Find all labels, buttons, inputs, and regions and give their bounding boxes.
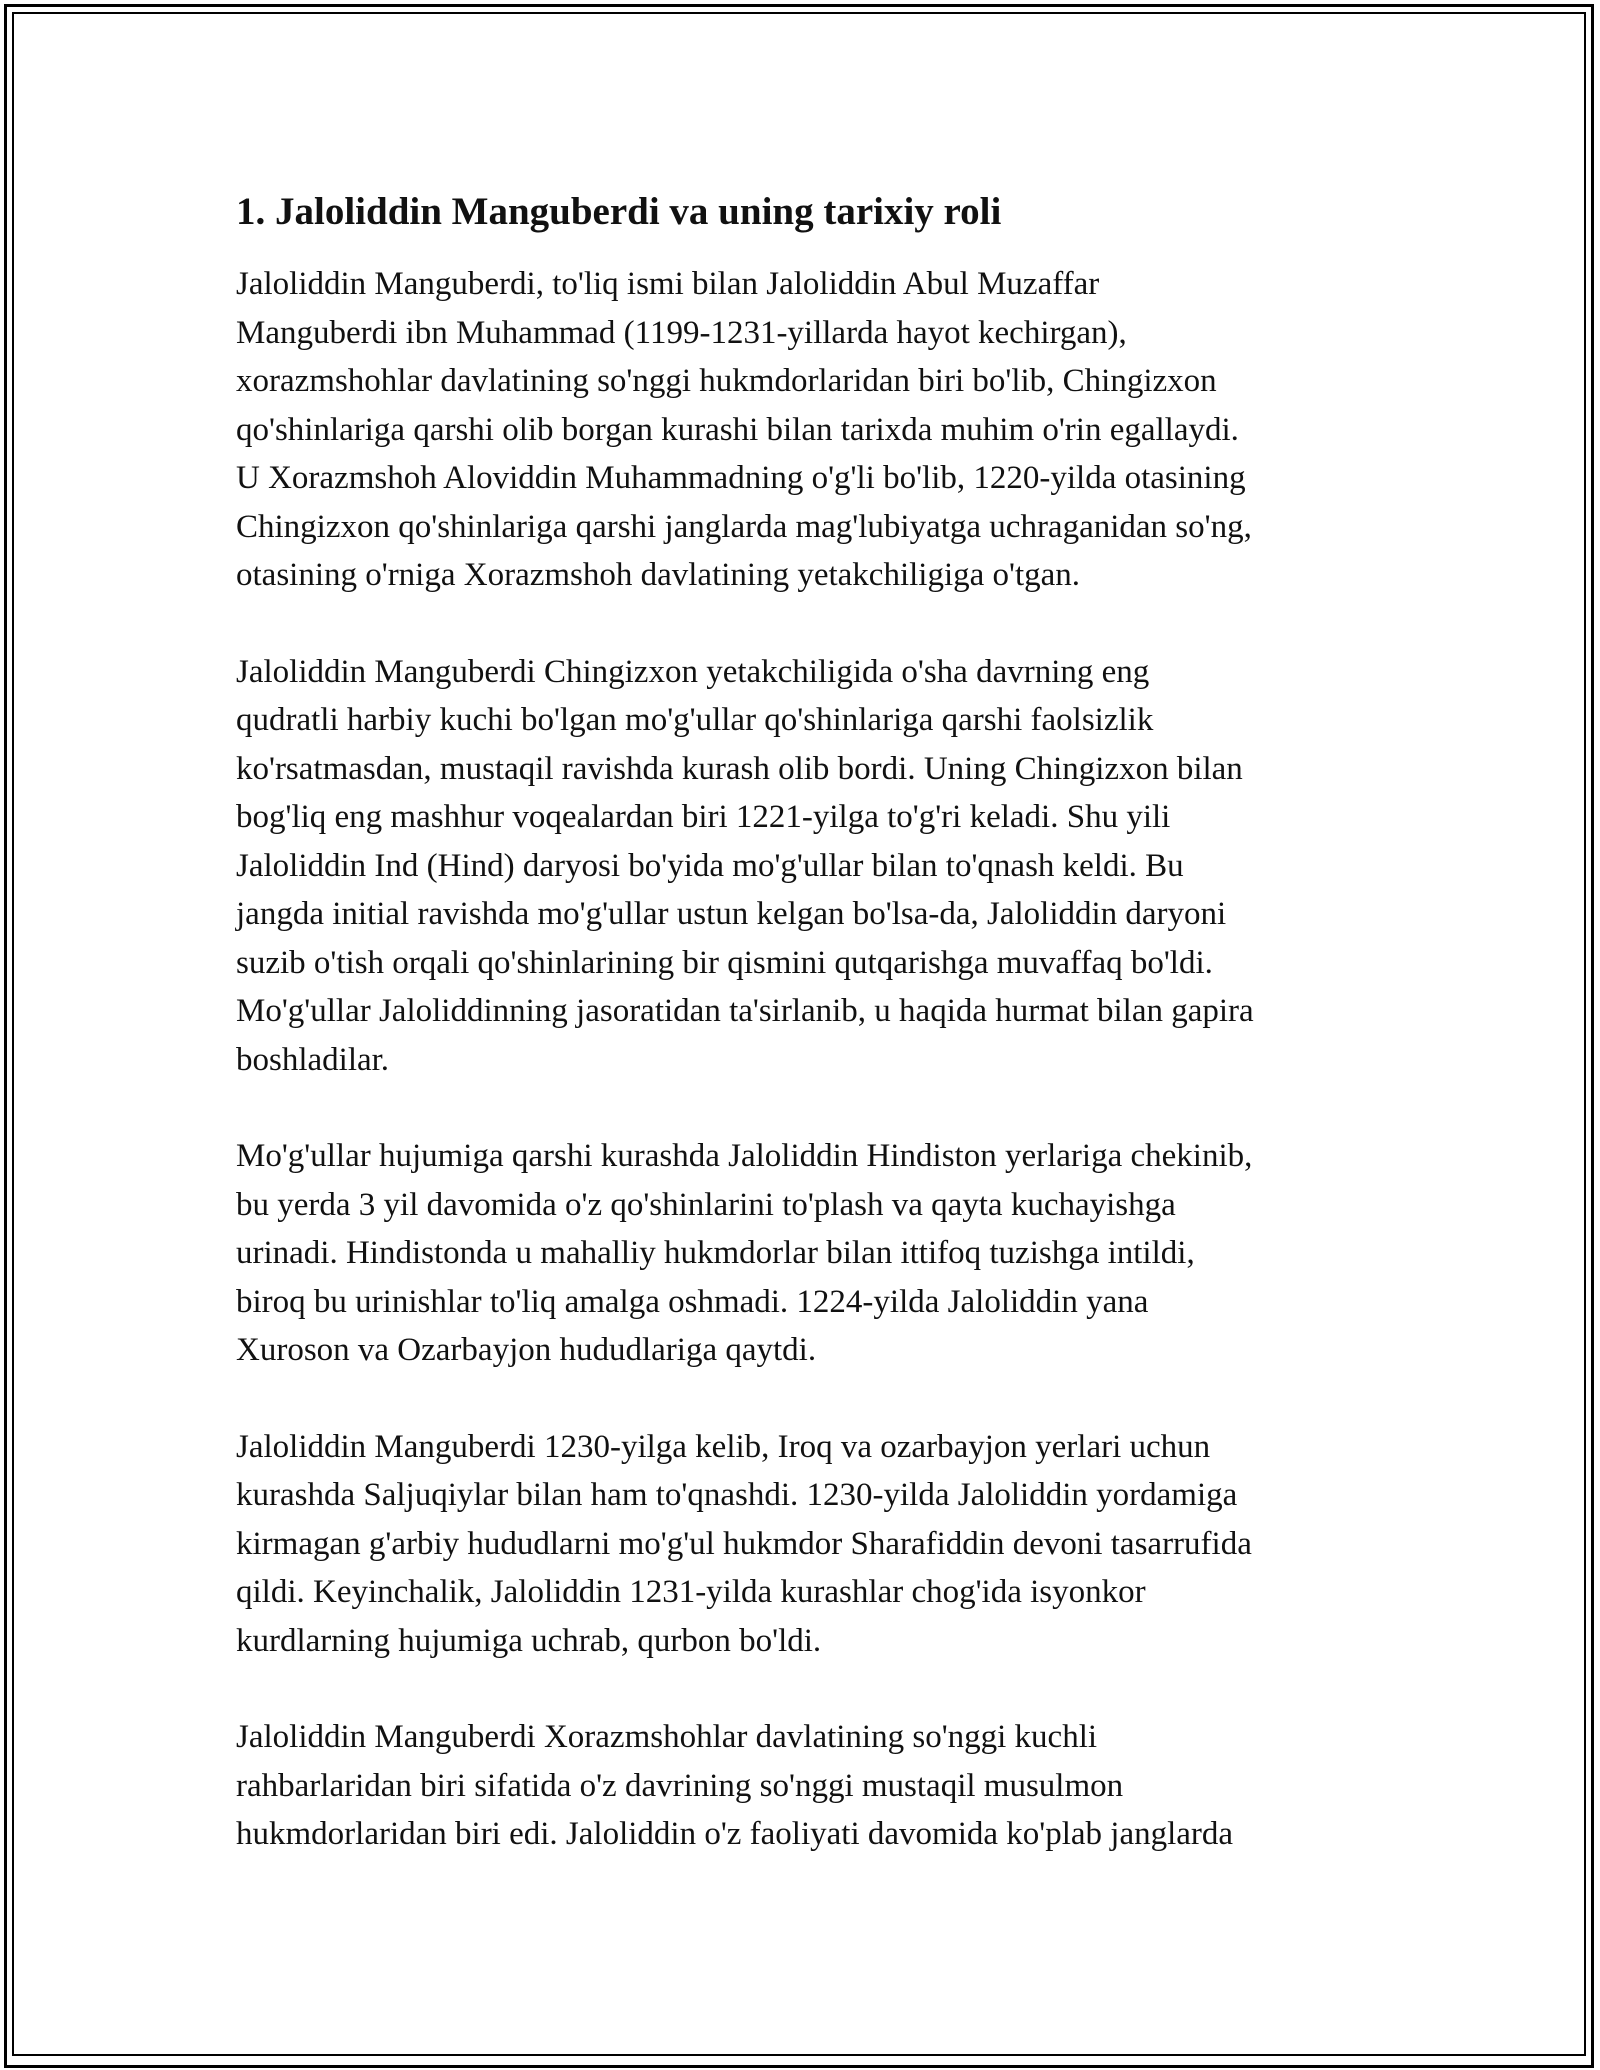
paragraph-line: urinadi. Hindistonda u mahalliy hukmdorlar bilan ittifoq tuzishga intildi,: [236, 1235, 1195, 1271]
paragraph-line: Jaloliddin Manguberdi 1230-yilga kelib, Iroq va ozarbayjon yerlari uchun: [236, 1428, 1211, 1465]
paragraph: [236, 1423, 1386, 1666]
paragraph-line: qo'shinlariga qarshi olib borgan kurashi bilan tarixda muhim o'rin egallaydi.: [236, 411, 1239, 448]
paragraph-line: Jaloliddin Ind (Hind) daryosi bo'yida mo'g'ullar bilan to'qnash keldi. Bu: [236, 847, 1184, 884]
section-heading: 1. Jaloliddin Manguberdi va uning tarixiy roli: [236, 190, 1002, 233]
paragraph-line: Mo'g'ullar hujumiga qarshi kurashda Jaloliddin Hindiston yerlariga chekinib,: [236, 1138, 1253, 1174]
paragraph-line: bog'liq eng mashhur voqealardan biri 1221-yilga to'g'ri keladi. Shu yili: [236, 799, 1171, 835]
paragraph-line: Chingizxon qo'shinlariga qarshi janglarda mag'lubiyatga uchraganidan so'ng,: [236, 508, 1252, 545]
paragraph-line: hukmdorlaridan biri edi. Jaloliddin o'z faoliyati davomida ko'plab janglarda: [236, 1816, 1234, 1852]
paragraph-line: Mo'g'ullar Jaloliddinning jasoratidan ta'sirlanib, u haqida hurmat bilan gapira: [236, 993, 1254, 1029]
paragraph-line: Manguberdi ibn Muhammad (1199-1231-yillarda hayot kechirgan),: [236, 314, 1127, 351]
paragraph-line: rahbarlaridan biri sifatida o'z davrining so'nggi mustaqil musulmon: [236, 1767, 1124, 1804]
paragraph: [236, 260, 1386, 600]
paragraph-line: jangda initial ravishda mo'g'ullar ustun kelgan bo'lsa-da, Jaloliddin daryoni: [236, 896, 1227, 932]
paragraph-line: suzib o'tish orqali qo'shinlarining bir qismini qutqarishga muvaffaq bo'ldi.: [236, 944, 1213, 981]
paragraph-line: kurdlarning hujumiga uchrab, qurbon bo'ldi.: [236, 1622, 822, 1659]
document-body: [236, 186, 1386, 1907]
paragraph-line: biroq bu urinishlar to'liq amalga oshmadi. 1224-yilda Jaloliddin yana: [236, 1283, 1149, 1320]
paragraph-line: kurashda Saljuqiylar bilan ham to'qnashdi. 1230-yilda Jaloliddin yordamiga: [236, 1477, 1238, 1513]
paragraph-line: qildi. Keyinchalik, Jaloliddin 1231-yilda kurashlar chog'ida isyonkor: [236, 1574, 1146, 1610]
paragraph-line: ko'rsatmasdan, mustaqil ravishda kurash olib bordi. Uning Chingizxon bilan: [236, 750, 1243, 787]
paragraph-line: xorazmshohlar davlatining so'nggi hukmdorlaridan biri bo'lib, Chingizxon: [236, 363, 1217, 399]
paragraph-line: Jaloliddin Manguberdi, to'liq ismi bilan Jaloliddin Abul Muzaffar: [236, 266, 1100, 302]
paragraph-line: Jaloliddin Manguberdi Chingizxon yetakchiligida o'sha davrning eng: [236, 653, 1150, 690]
paragraph-line: Xuroson va Ozarbayjon hududlariga qaytdi.: [236, 1332, 817, 1368]
paragraph-line: otasining o'rniga Xorazmshoh davlatining yetakchiligiga o'tgan.: [236, 557, 1081, 593]
paragraph-line: boshladilar.: [236, 1041, 390, 1078]
paragraph-line: kirmagan g'arbiy hududlarni mo'g'ul hukmdor Sharafiddin devoni tasarrufida: [236, 1525, 1252, 1562]
paragraph-line: qudratli harbiy kuchi bo'lgan mo'g'ullar qo'shinlariga qarshi faolsizlik: [236, 702, 1154, 738]
paragraph: [236, 1713, 1386, 1859]
paragraph: [236, 648, 1386, 1085]
paragraph-line: U Xorazmshoh Aloviddin Muhammadning o'g'li bo'lib, 1220-yilda otasining: [236, 460, 1246, 496]
paragraph-list: [236, 260, 1386, 1859]
paragraph-line: Jaloliddin Manguberdi Xorazmshohlar davlatining so'nggi kuchli: [236, 1719, 1098, 1755]
paragraph-line: bu yerda 3 yil davomida o'z qo'shinlarini to'plash va qayta kuchayishga: [236, 1186, 1176, 1223]
paragraph: [236, 1132, 1386, 1375]
